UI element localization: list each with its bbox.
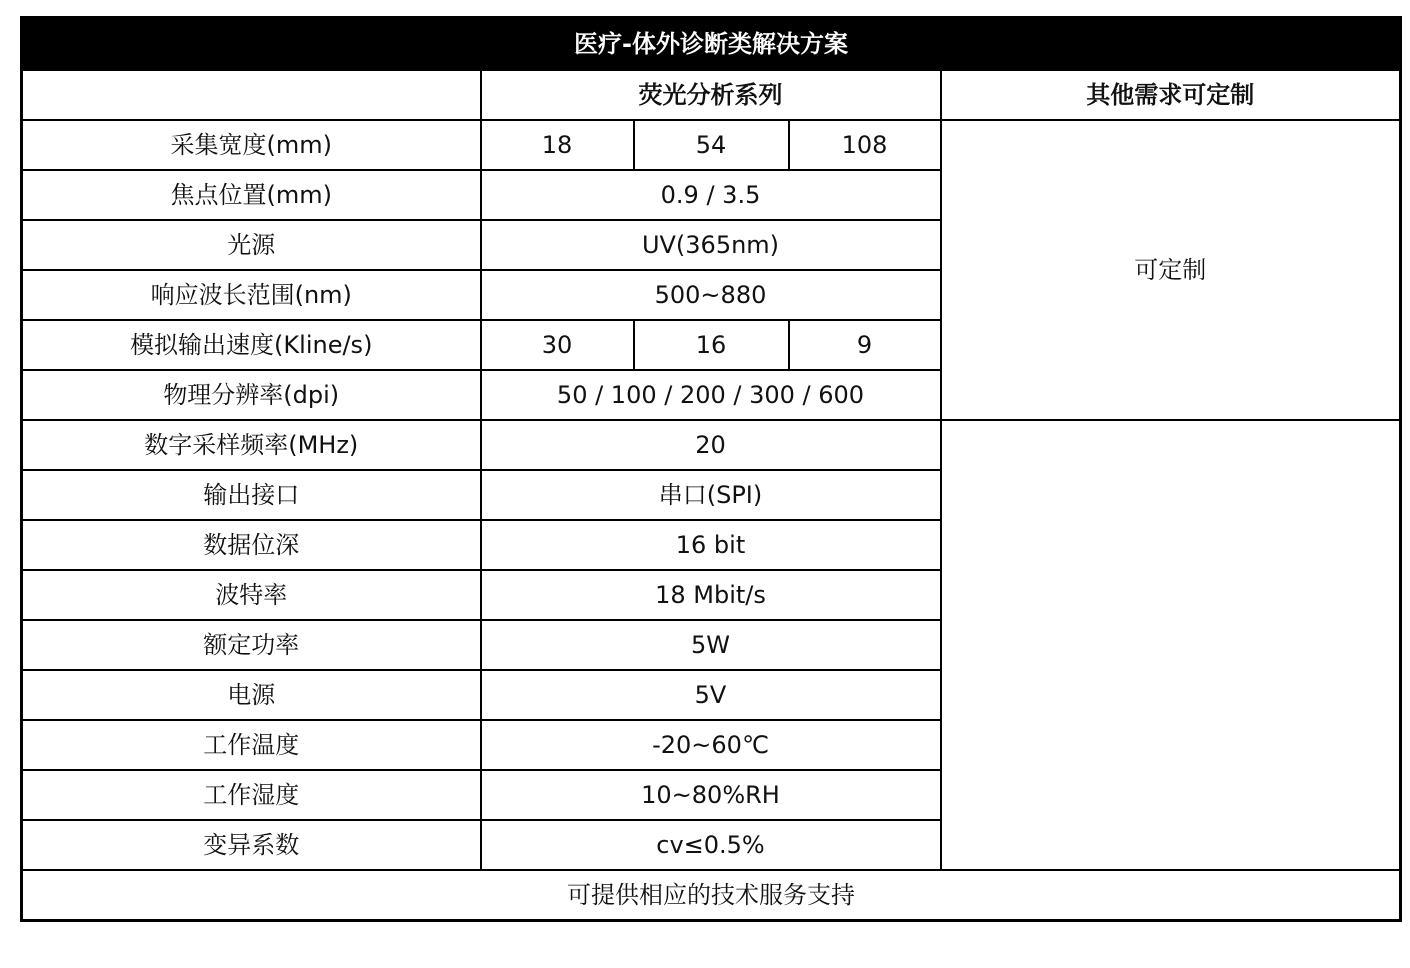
row-label: 工作湿度 [22,770,481,820]
footer-row [22,870,1401,921]
row-value: 30 [481,320,634,370]
row-label: 额定功率 [22,620,481,670]
table-footer: 可提供相应的技术服务支持 [22,870,1401,921]
header-row [22,70,1401,120]
row-value: 串口(SPI) [481,470,941,520]
row-value: 0.9 / 3.5 [481,170,941,220]
row-label: 波特率 [22,570,481,620]
row-label: 模拟输出速度(Kline/s) [22,320,481,370]
spec-table [20,16,1402,922]
table-title: 医疗-体外诊断类解决方案 [22,18,1401,71]
row-value: -20~60℃ [481,720,941,770]
row-value: cv≤0.5% [481,820,941,870]
custom-note: 可定制 [941,120,1401,420]
row-label: 响应波长范围(nm) [22,270,481,320]
header-corner [22,70,481,120]
row-value: 10~80%RH [481,770,941,820]
row-value: 5W [481,620,941,670]
row-value: 500~880 [481,270,941,320]
row-label: 物理分辨率(dpi) [22,370,481,420]
header-custom: 其他需求可定制 [941,70,1401,120]
row-value: 108 [789,120,941,170]
row-label: 电源 [22,670,481,720]
row-value: UV(365nm) [481,220,941,270]
row-value: 18 [481,120,634,170]
row-value: 5V [481,670,941,720]
row-value: 16 bit [481,520,941,570]
table-row [22,120,1401,170]
row-label: 焦点位置(mm) [22,170,481,220]
blank-cell [941,420,1401,870]
row-value: 16 [634,320,789,370]
row-label: 变异系数 [22,820,481,870]
row-label: 采集宽度(mm) [22,120,481,170]
row-label: 工作温度 [22,720,481,770]
row-value: 18 Mbit/s [481,570,941,620]
title-row [22,18,1401,71]
row-label: 输出接口 [22,470,481,520]
row-label: 数据位深 [22,520,481,570]
row-value: 20 [481,420,941,470]
table-row [22,420,1401,470]
row-value: 50 / 100 / 200 / 300 / 600 [481,370,941,420]
row-label: 数字采样频率(MHz) [22,420,481,470]
row-value: 9 [789,320,941,370]
header-series: 荧光分析系列 [481,70,941,120]
row-label: 光源 [22,220,481,270]
row-value: 54 [634,120,789,170]
